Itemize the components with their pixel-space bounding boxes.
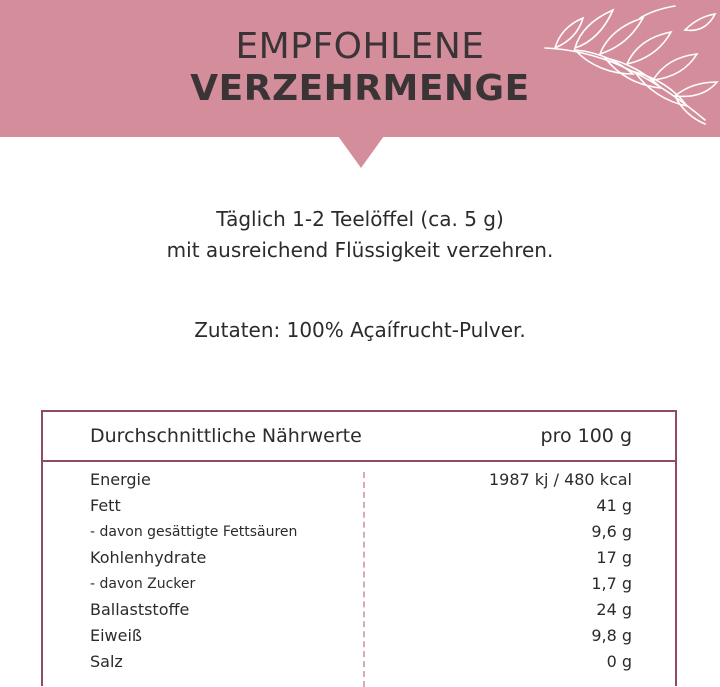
banner-pointer xyxy=(338,136,384,168)
table-row xyxy=(43,574,675,600)
table-row xyxy=(43,652,675,678)
page-title-line1: EMPFOHLENE xyxy=(235,26,485,67)
row-label: Eiweiß xyxy=(90,626,143,645)
table-row xyxy=(43,496,675,522)
ingredients-text: Zutaten: 100% Açaífrucht-Pulver. xyxy=(194,318,526,342)
table-row xyxy=(43,522,675,548)
row-label: - davon Zucker xyxy=(90,576,196,592)
row-label: Ballaststoffe xyxy=(90,600,190,619)
row-label: - davon gesättigte Fettsäuren xyxy=(90,524,298,540)
instruction-line-2: mit ausreichend Flüssigkeit verzehren. xyxy=(166,238,554,262)
row-value: 9,6 g xyxy=(591,522,632,541)
page-title-line2: VERZEHRMENGE xyxy=(190,68,530,109)
row-value: 1,7 g xyxy=(591,574,632,593)
nutrition-table-header xyxy=(43,412,675,462)
row-label: Energie xyxy=(90,470,151,489)
table-row xyxy=(43,600,675,626)
row-value: 24 g xyxy=(596,600,632,619)
table-row xyxy=(43,626,675,652)
row-value: 1987 kj / 480 kcal xyxy=(488,470,632,489)
row-value: 41 g xyxy=(596,496,632,515)
row-value: 17 g xyxy=(596,548,632,567)
table-row xyxy=(43,548,675,574)
nutrition-table xyxy=(41,410,677,686)
row-label: Fett xyxy=(90,496,121,515)
nutrition-header-label: Durchschnittliche Nährwerte xyxy=(90,425,362,447)
leaf-branch-icon xyxy=(535,0,720,137)
row-label: Kohlenhydrate xyxy=(90,548,207,567)
row-label: Salz xyxy=(90,652,123,671)
header-banner xyxy=(0,0,720,137)
instruction-line-1: Täglich 1-2 Teelöffel (ca. 5 g) xyxy=(216,207,504,231)
row-value: 0 g xyxy=(606,652,632,671)
nutrition-header-unit: pro 100 g xyxy=(540,425,632,447)
row-value: 9,8 g xyxy=(591,626,632,645)
table-row xyxy=(43,470,675,496)
